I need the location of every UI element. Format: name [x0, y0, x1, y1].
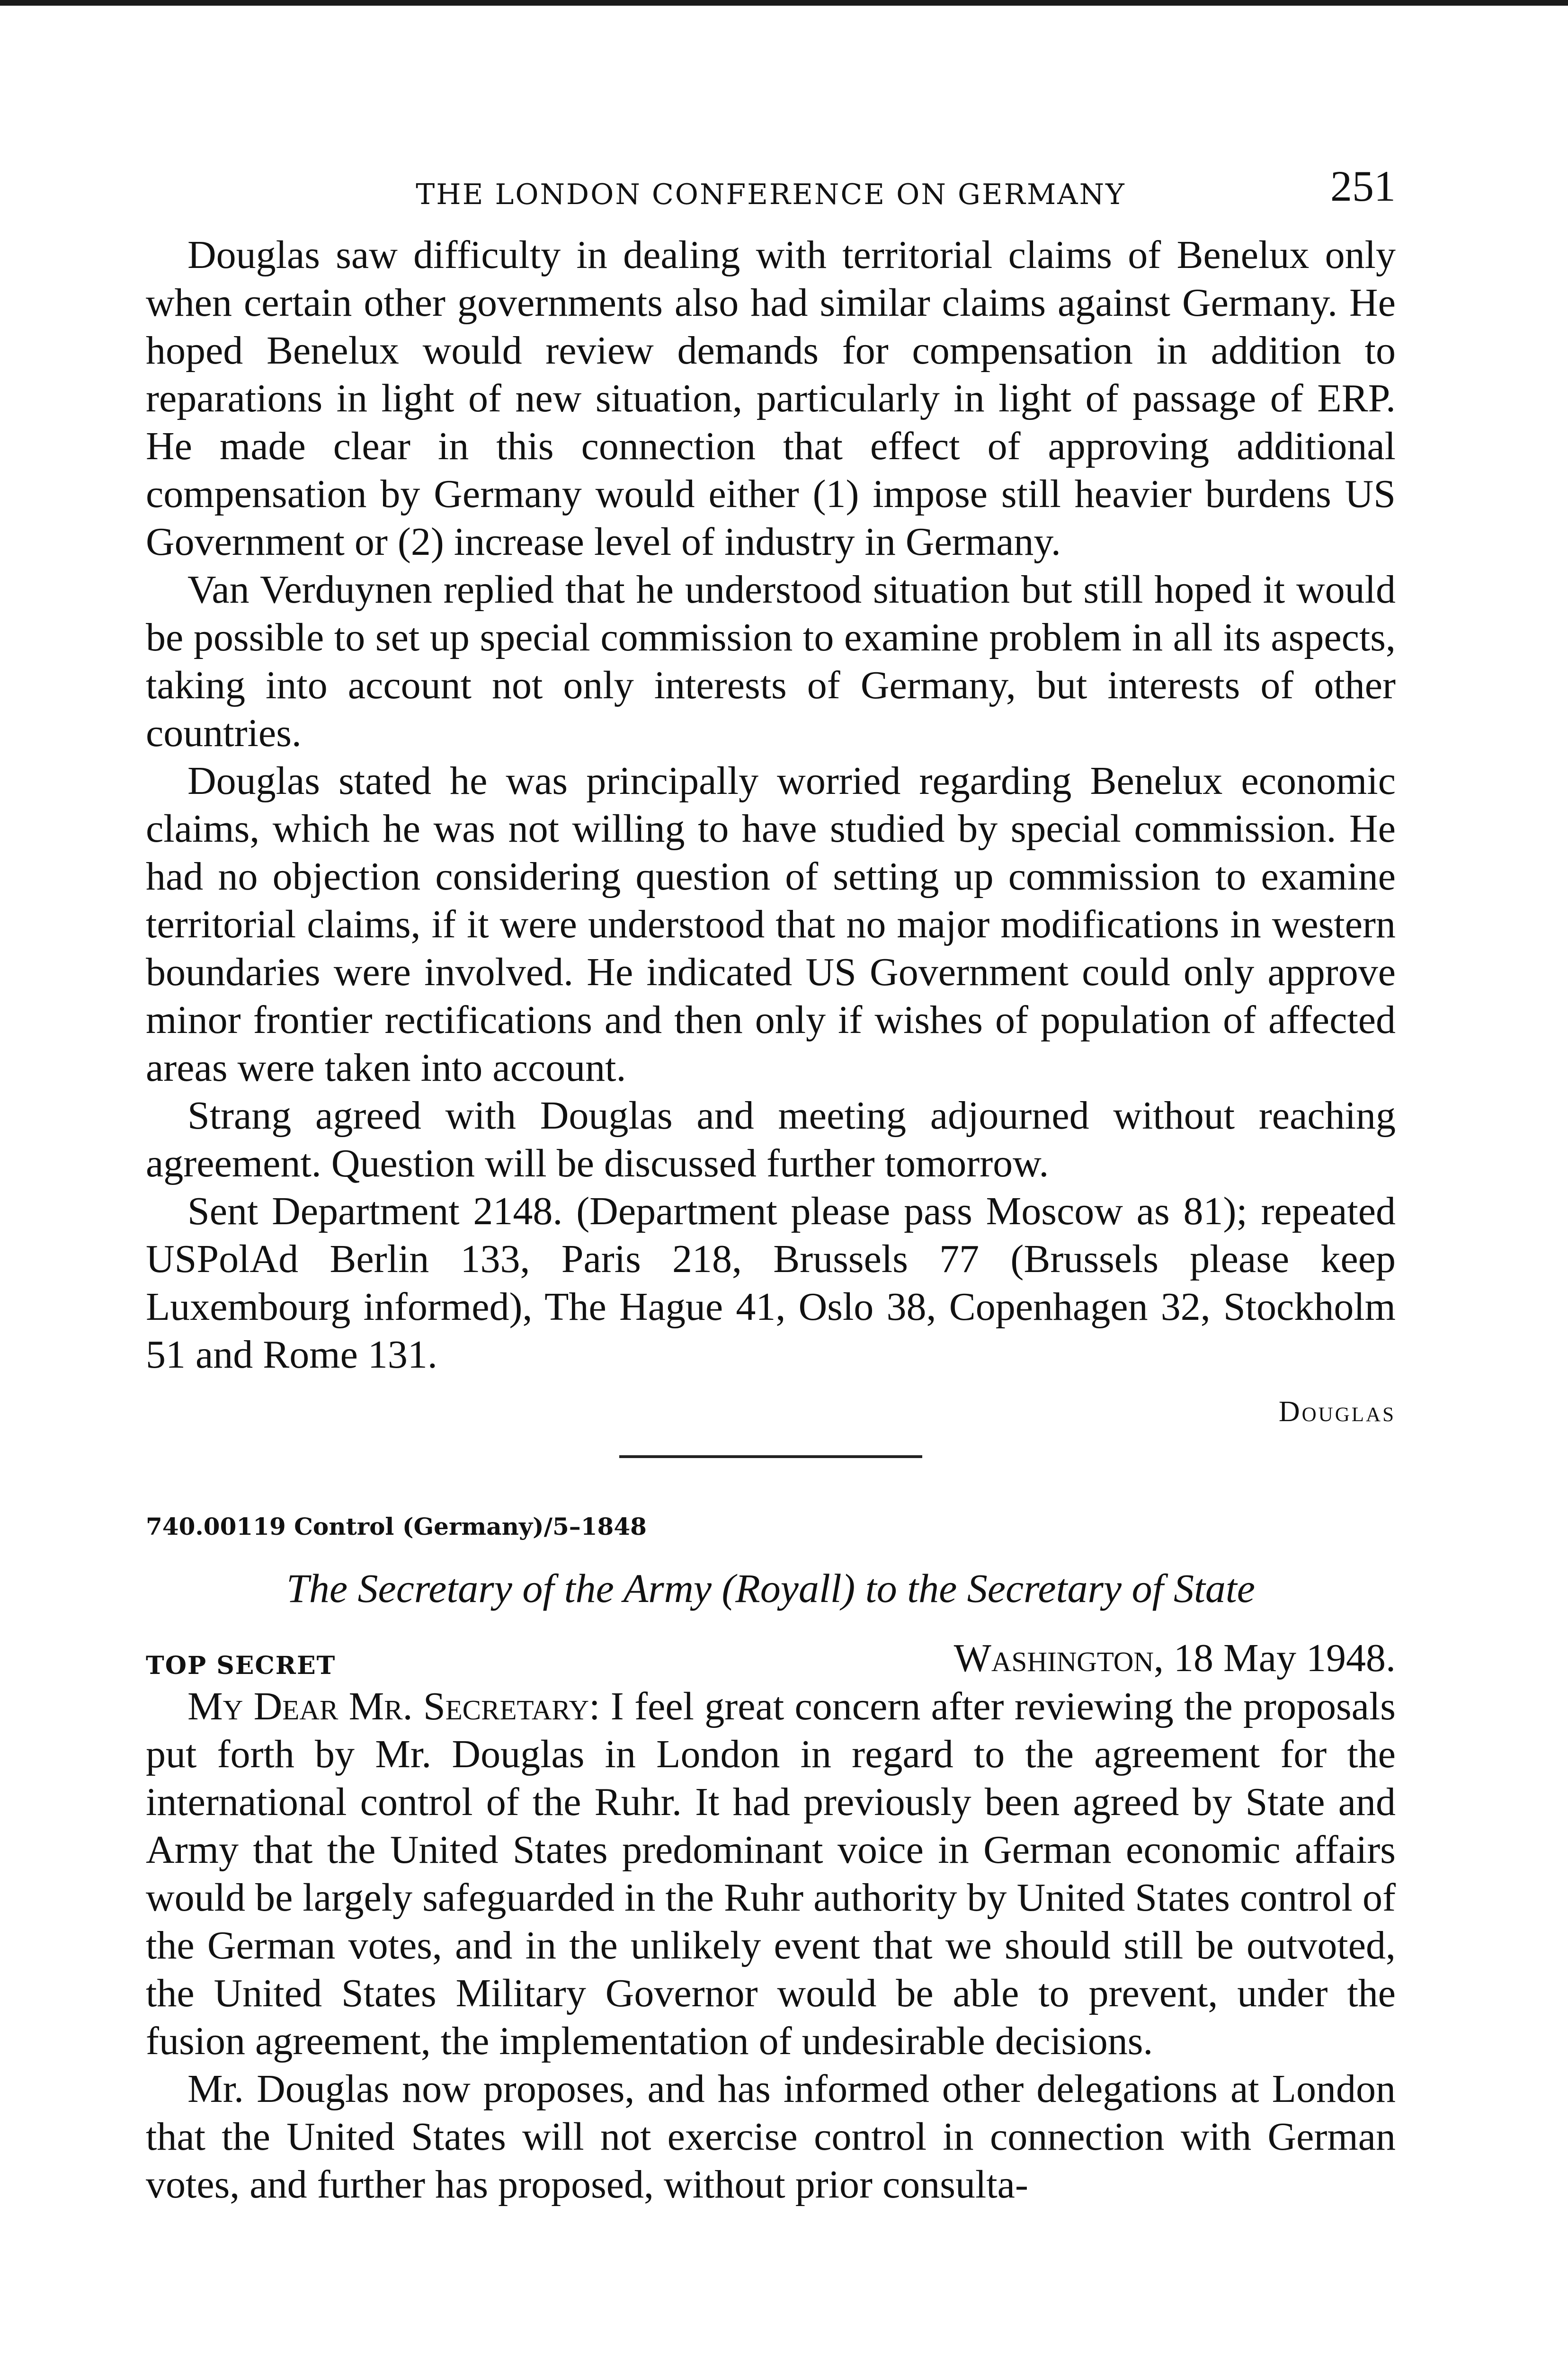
running-head — [146, 161, 1396, 218]
signature-douglas: Douglas — [1278, 1396, 1396, 1428]
paragraph-letter-opening — [146, 1682, 1396, 2065]
classification-label: TOP SECRET — [146, 1651, 336, 1680]
dateline — [954, 1635, 1396, 1681]
dateline-date: , 18 May 1948. — [1154, 1636, 1396, 1680]
paragraph-strang-agreed: Strang agreed with Douglas and meeting adjourned without reaching agreement. Question will be discussed further tomorrow. — [146, 1094, 1396, 1185]
paragraph-van-verduynen: Van Verduynen replied that he understood situation but still hoped it would be possible to set up special commission to examine problem in all its aspects, taking into account not only interests of Germany, but interests of other countries. — [146, 568, 1396, 755]
file-reference: 740.00119 Control (Germany)/5–1848 — [146, 1513, 647, 1540]
letter-opening-text: : I feel great concern after reviewing the proposals put forth by Mr. Douglas in London in regard to the agreement for the international control of the Ruhr. It had previously been agreed by State and Army that the United States predominant voice in German economic affairs would be largely safeguarded in the Ruhr authority by United States control of the German votes, and in the unlikely event that we should still be outvoted, the United States Military Governor would be able to prevent, under the fusion agreement, the implementation of undesirable decisions. — [146, 1684, 1396, 2063]
salutation: My Dear Mr. Secretary — [187, 1684, 589, 1728]
top-border-rule — [0, 0, 1568, 6]
paragraph-douglas-difficulty: Douglas saw difficulty in dealing with territorial claims of Benelux only when certain other governments also had similar claims against Germany. He hoped Benelux would review demands for compensation in addition to reparations in light of new situation, particularly in light of passage of ERP. He made clear in this connection that effect of approving additional compensation by Germany would either (1) impose still heavier burdens US Government or (2) increase level of industry in Germany. — [146, 233, 1396, 564]
dateline-place: Washington — [953, 1636, 1154, 1680]
page-number: 251 — [1330, 162, 1396, 210]
classification-dateline-row — [146, 1635, 1396, 1682]
document-title: The Secretary of the Army (Royall) to the Secretary of State — [286, 1566, 1255, 1611]
document-page — [146, 161, 1396, 2208]
first-document — [146, 231, 1396, 1431]
second-document — [146, 1510, 1396, 2208]
paragraph-douglas-proposes: Mr. Douglas now proposes, and has informed other delegations at London that the United States will not exercise control in connection with German votes, and further has proposed, without prior consulta- — [146, 2067, 1396, 2207]
paragraph-sent-department: Sent Department 2148. (Department please pass Moscow as 81); repeated USPolAd Berlin 133, Paris 218, Brussels 77 (Brussels please keep Luxembourg informed), The Hague 41, Oslo 38, Copenhagen 32, Stockholm 51 and Rome 131. — [146, 1189, 1396, 1377]
running-title: THE LONDON CONFERENCE ON GERMANY — [416, 178, 1126, 211]
paragraph-douglas-benelux: Douglas stated he was principally worried regarding Benelux economic claims, which he was not willing to have studied by special commission. He had no objection considering question of setting up commission to examine territorial claims, if it were understood that no major modifications in western boundaries were involved. He indicated US Government could only approve minor frontier rectifications and then only if wishes of population of affected areas were taken into account. — [146, 759, 1396, 1090]
section-divider — [619, 1455, 922, 1458]
